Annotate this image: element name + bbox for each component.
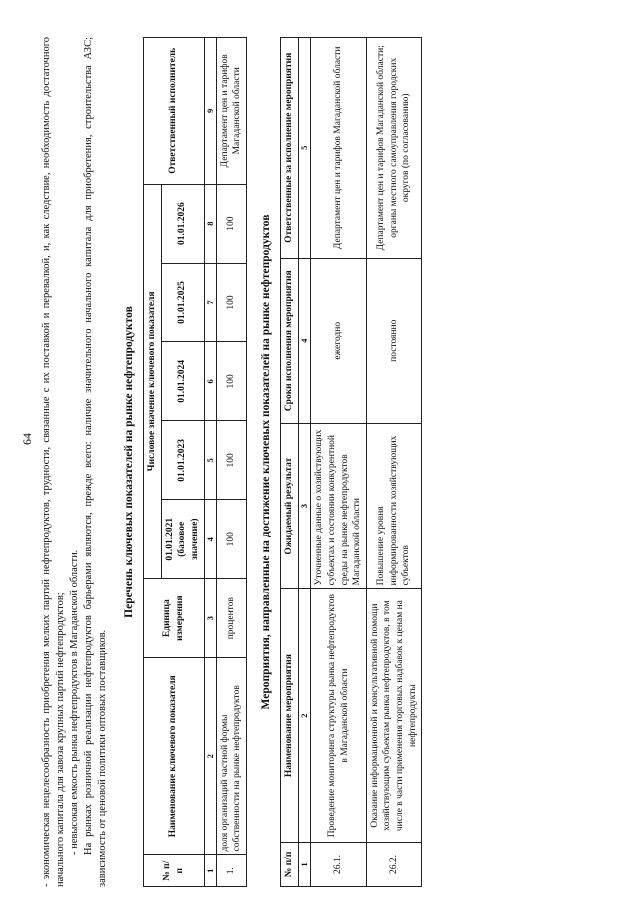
row-term: постоянно <box>366 258 422 423</box>
header-unit: Единица измерения <box>144 579 205 658</box>
col-number: 3 <box>204 579 216 658</box>
col-number: 3 <box>299 423 311 588</box>
intro-paragraphs <box>40 37 110 887</box>
header-result: Ожидаемый результат <box>281 423 299 588</box>
table2-title: Мероприятия, направленные на достижение ключевых показателей на рынке нефтепродуктов <box>260 214 273 710</box>
header-num: № п/п <box>281 842 299 886</box>
header-2025: 01.01.2025 <box>161 263 204 342</box>
measures-table <box>280 37 422 887</box>
header-responsible: Ответственные за исполнение мероприятия <box>281 38 299 259</box>
header-2023: 01.01.2023 <box>161 421 204 500</box>
row-num: 26.2. <box>366 842 422 886</box>
header-2021: 01.01.2021 (базовое значение) <box>161 500 204 579</box>
col-number: 1 <box>204 855 216 887</box>
row-value-2024: 100 <box>216 342 246 421</box>
header-2024: 01.01.2024 <box>161 342 204 421</box>
row-result: Повышение уровня информированности хозяйствующих субъектов <box>366 423 422 588</box>
column-number-row <box>299 38 311 887</box>
table-row <box>216 38 246 887</box>
page-number: 64 <box>20 433 34 445</box>
row-responsible: Департамент цен и тарифов Магаданской области; органы местного самоуправления городских округов (по согласованию) <box>366 38 422 259</box>
header-term: Сроки исполнения мероприятия <box>281 258 299 423</box>
row-name: Оказание информационной и консультативной помощи хозяйствующим субъектам рынка нефтепродуктов, в том числе в части применения торговых надбавок к ценам на нефтепродукты <box>366 589 422 843</box>
col-number: 5 <box>299 38 311 259</box>
col-number: 4 <box>204 500 216 579</box>
header-num: № п/п <box>144 855 205 887</box>
paragraph-1: - экономическая нецелесообразность приобретения мелких партий нефтепродуктов, трудности, связанные с их поставкой и перевалкой, и, как следствие, необходимость достаточного начального капитала для завоза крупных партий нефтепродуктов; <box>41 37 66 887</box>
row-value-2023: 100 <box>216 421 246 500</box>
table-row <box>366 38 422 887</box>
col-number: 9 <box>204 38 216 185</box>
table1-title: Перечень ключевых показателей на рынке нефтепродуктов <box>122 306 135 618</box>
row-responsible: Департамент цен и тарифов Магаданской области <box>216 38 246 185</box>
paragraph-2: - невысокая емкость рынка нефтепродуктов в Магаданской области. <box>68 549 80 855</box>
row-value-2025: 100 <box>216 263 246 342</box>
col-number: 2 <box>204 658 216 855</box>
row-responsible: Департамент цен и тарифов Магаданской области <box>311 38 367 259</box>
row-result: Уточненные данные о хозяйствующих субъектах и состоянии конкурентной среды на рынке нефтепродуктов Магаданской области <box>311 423 367 588</box>
col-number: 6 <box>204 342 216 421</box>
row-num: 1. <box>216 855 246 887</box>
col-number: 5 <box>204 421 216 500</box>
header-value-group: Числовое значение ключевого показателя <box>144 184 162 579</box>
paragraph-3: На рынках розничной реализации нефтепродуктов барьерами являются, прежде всего: наличие значительного начального капитала для приобретения, строительства АЗС; зависимость от ценовой политики оптовых поставщиков. <box>82 37 108 887</box>
column-number-row <box>204 38 216 887</box>
row-num: 26.1. <box>311 842 367 886</box>
header-2026: 01.01.2026 <box>161 184 204 263</box>
page-content <box>40 37 422 887</box>
col-number: 7 <box>204 263 216 342</box>
row-value-2021: 100 <box>216 500 246 579</box>
header-name: Наименование мероприятия <box>281 589 299 843</box>
row-value-2026: 100 <box>216 184 246 263</box>
rotated-page <box>0 15 640 905</box>
header-responsible: Ответственный исполнитель <box>144 38 205 185</box>
key-indicators-table <box>143 37 247 887</box>
header-name: Наименование ключевого показателя <box>144 658 205 855</box>
row-unit: процентов <box>216 579 246 658</box>
row-name: доля организаций частной формы собственности на рынке нефтепродуктов <box>216 658 246 855</box>
row-name: Проведение мониторинга структуры рынка нефтепродуктов в Магаданской области <box>311 589 367 843</box>
col-number: 2 <box>299 589 311 843</box>
col-number: 4 <box>299 258 311 423</box>
row-term: ежегодно <box>311 258 367 423</box>
table-row <box>311 38 367 887</box>
col-number: 1 <box>299 842 311 886</box>
col-number: 8 <box>204 184 216 263</box>
